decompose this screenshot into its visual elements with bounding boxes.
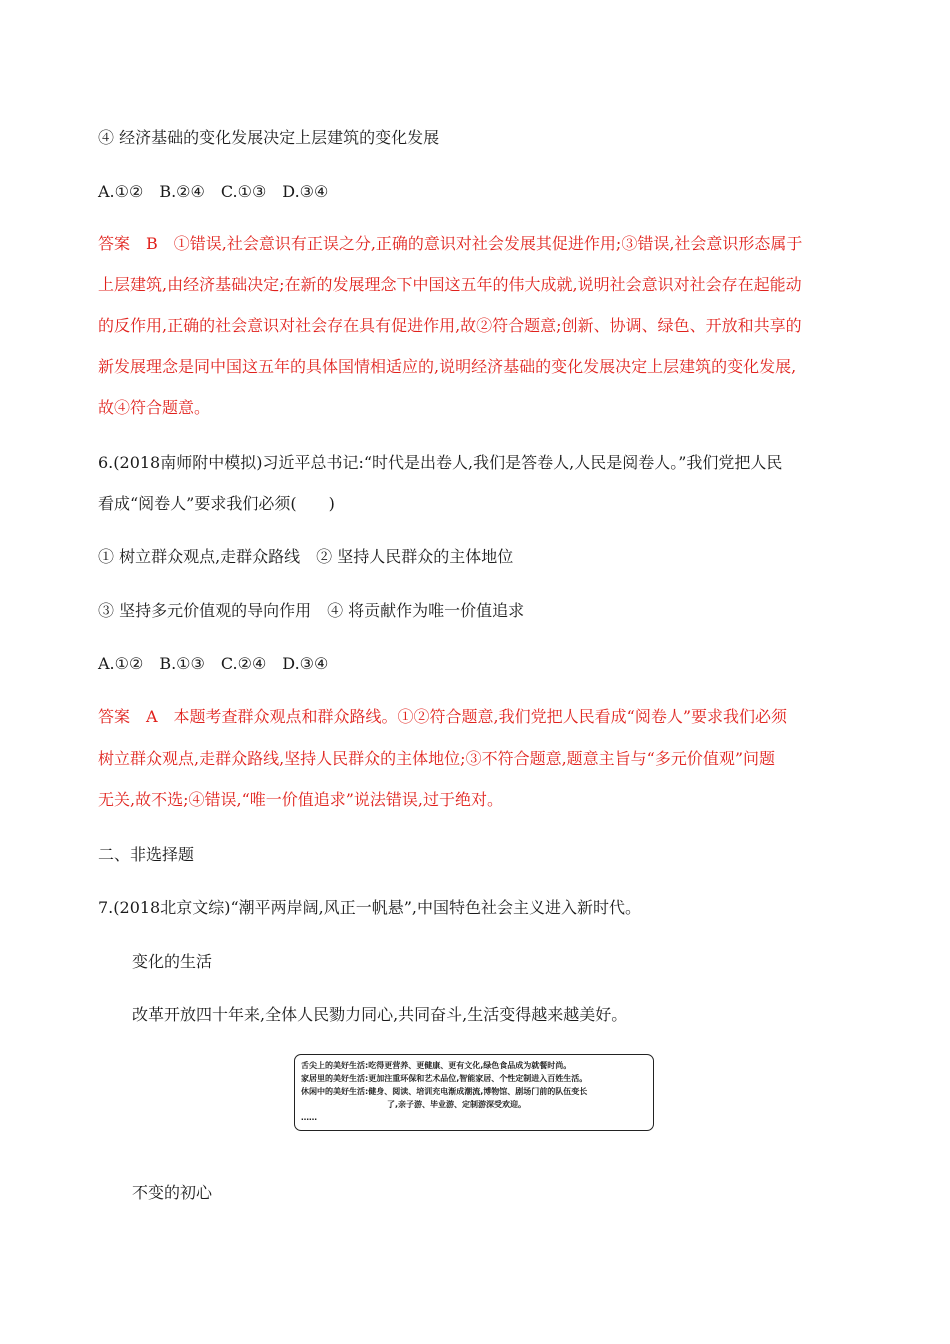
q6-items-line: ③ 坚持多元价值观的导向作用 ④ 将贡献作为唯一价值追求 — [98, 601, 525, 620]
box-line: 休闲中的美好生活:健身、阅读、培训充电渐成潮流,博物馆、剧场门前的队伍变长 — [301, 1087, 588, 1096]
q7-subtitle: 不变的初心 — [132, 1183, 213, 1202]
q6-answer-line: 无关,故不选;④错误,“唯一价值追求”说法错误,过于绝对。 — [98, 790, 504, 809]
q5-answer-line: 新发展理念是同中国这五年的具体国情相适应的,说明经济基础的变化发展决定上层建筑的变化发展, — [98, 357, 797, 376]
q6-options: A.①② B.①③ C.②④ D.③④ — [98, 654, 329, 673]
q6-items-line: ① 树立群众观点,走群众路线 ② 坚持人民群众的主体地位 — [98, 547, 514, 566]
q6-answer-line: 树立群众观点,走群众路线,坚持人民群众的主体地位;③不符合题意,题意主旨与“多元价值观”问题 — [98, 749, 776, 768]
q7-material-box — [294, 1054, 654, 1131]
q6-answer-line: 答案 A 本题考查群众观点和群众路线。①②符合题意,我们党把人民看成“阅卷人”要求我们必须 — [98, 707, 788, 726]
q5-item-4: ④ 经济基础的变化发展决定上层建筑的变化发展 — [98, 128, 440, 147]
q5-answer-line: 的反作用,正确的社会意识对社会存在具有促进作用,故②符合题意;创新、协调、绿色、开放和共享的 — [98, 316, 802, 335]
q5-options: A.①② B.②④ C.①③ D.③④ — [98, 182, 329, 201]
box-ellipsis: …… — [301, 1113, 317, 1122]
section-title: 二、非选择题 — [98, 845, 195, 864]
q6-stem-line: 6.(2018南师附中模拟)习近平总书记:“时代是出卷人,我们是答卷人,人民是阅卷人。”我们党把人民 — [98, 453, 783, 472]
q6-stem-line: 看成“阅卷人”要求我们必须( ) — [98, 494, 335, 513]
q7-subtitle: 变化的生活 — [132, 952, 213, 971]
q7-paragraph: 改革开放四十年来,全体人民勠力同心,共同奋斗,生活变得越来越美好。 — [132, 1005, 628, 1024]
q5-answer-line: 故④符合题意。 — [98, 398, 211, 417]
q7-stem: 7.(2018北京文综)“潮平两岸阔,风正一帆悬”,中国特色社会主义进入新时代。 — [98, 898, 642, 917]
q5-answer-line: 上层建筑,由经济基础决定;在新的发展理念下中国这五年的伟大成就,说明社会意识对社会存在起能动 — [98, 275, 802, 294]
q5-answer-line: 答案 B ①错误,社会意识有正误之分,正确的意识对社会发展其促进作用;③错误,社会意识形态属于 — [98, 234, 803, 253]
box-line: 了,亲子游、毕业游、定制游深受欢迎。 — [387, 1100, 527, 1109]
box-line: 家居里的美好生活:更加注重环保和艺术品位,智能家居、个性定制进入百姓生活。 — [301, 1074, 588, 1083]
box-line: 舌尖上的美好生活:吃得更营养、更健康、更有文化,绿色食品成为就餐时尚。 — [301, 1061, 572, 1070]
